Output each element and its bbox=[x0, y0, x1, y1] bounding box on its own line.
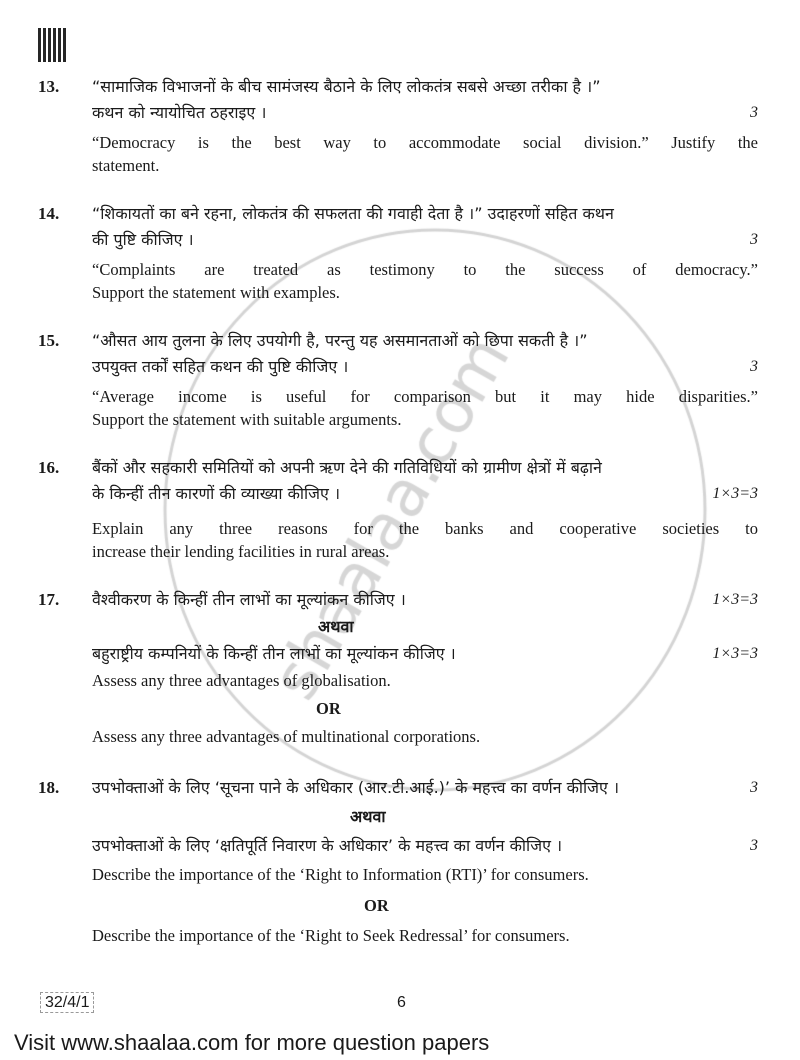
or-hindi: अथवा bbox=[318, 617, 354, 636]
question-english-line: statement. bbox=[92, 156, 160, 175]
question-english-line: Assess any three advantages of globalisation. bbox=[92, 671, 391, 690]
question-number: 15. bbox=[38, 331, 60, 350]
question-hindi-line: बैंकों और सहकारी समितियों को अपनी ऋण देने की गतिविधियों को ग्रामीण क्षेत्रों में बढ़ाने bbox=[92, 458, 602, 477]
marks: 1×3=3 bbox=[712, 485, 758, 502]
paper-code: 32/4/1 bbox=[40, 992, 94, 1013]
question-18 bbox=[0, 775, 800, 951]
question-hindi-line: कथन को न्यायोचित ठहराइए । bbox=[92, 103, 267, 122]
question-hindi-line: के किन्हीं तीन कारणों की व्याख्या कीजिए । bbox=[92, 484, 341, 503]
marks: 1×3=3 bbox=[712, 591, 758, 608]
question-hindi-line: की पुष्टि कीजिए । bbox=[92, 230, 194, 249]
question-14 bbox=[0, 201, 800, 304]
question-english-line: Assess any three advantages of multinational corporations. bbox=[92, 727, 481, 746]
question-number: 13. bbox=[38, 77, 60, 96]
marks: 3 bbox=[750, 231, 758, 248]
question-hindi-line: वैश्वीकरण के किन्हीं तीन लाभों का मूल्यांकन कीजिए । bbox=[92, 590, 406, 609]
question-number: 16. bbox=[38, 458, 60, 477]
question-english-line: Explain any three reasons for the banks and cooperative societies to bbox=[92, 519, 758, 538]
question-english-line: increase their lending facilities in rural areas. bbox=[92, 542, 390, 561]
question-hindi-line: “सामाजिक विभाजनों के बीच सामंजस्य बैठाने के लिए लोकतंत्र सबसे अच्छा तरीका है ।” bbox=[92, 77, 601, 96]
or-hindi: अथवा bbox=[350, 807, 386, 826]
qr-code bbox=[38, 28, 68, 62]
question-hindi-line: बहुराष्ट्रीय कम्पनियों के किन्हीं तीन लाभों का मूल्यांकन कीजिए । bbox=[92, 644, 456, 663]
question-english-line: Describe the importance of the ‘Right to Seek Redressal’ for consumers. bbox=[92, 926, 570, 945]
page-number: 6 bbox=[397, 994, 406, 1011]
or-english: OR bbox=[316, 699, 341, 718]
question-number: 17. bbox=[38, 590, 60, 609]
question-hindi-line: “औसत आय तुलना के लिए उपयोगी है, परन्तु यह असमानताओं को छिपा सकती है ।” bbox=[92, 331, 588, 350]
question-15 bbox=[0, 328, 800, 431]
or-english: OR bbox=[364, 896, 389, 915]
question-hindi-line: उपभोक्ताओं के लिए ‘क्षतिपूर्ति निवारण के अधिकार’ के महत्त्व का वर्णन कीजिए । bbox=[92, 836, 563, 855]
visit-banner: Visit www.shaalaa.com for more question papers bbox=[14, 1030, 490, 1055]
question-english-line: “Complaints are treated as testimony to the success of democracy.” bbox=[92, 260, 758, 279]
marks: 3 bbox=[750, 358, 758, 375]
question-list bbox=[0, 74, 800, 975]
marks: 1×3=3 bbox=[712, 645, 758, 662]
question-hindi-line: उपभोक्ताओं के लिए ‘सूचना पाने के अधिकार (आर.टी.आई.)’ के महत्त्व का वर्णन कीजिए । bbox=[92, 778, 620, 797]
question-english-line: Describe the importance of the ‘Right to Information (RTI)’ for consumers. bbox=[92, 865, 589, 884]
question-16 bbox=[0, 455, 800, 563]
marks: 3 bbox=[750, 779, 758, 796]
question-number: 14. bbox=[38, 204, 60, 223]
marks: 3 bbox=[750, 104, 758, 121]
question-english-line: “Average income is useful for comparison but it may hide disparities.” bbox=[92, 387, 758, 406]
marks: 3 bbox=[750, 837, 758, 854]
question-english-line: Support the statement with suitable arguments. bbox=[92, 410, 402, 429]
question-hindi-line: “शिकायतों का बने रहना, लोकतंत्र की सफलता की गवाही देता है ।” उदाहरणों सहित कथन bbox=[92, 204, 614, 223]
question-number: 18. bbox=[38, 778, 60, 797]
question-english-line: Support the statement with examples. bbox=[92, 283, 340, 302]
question-13 bbox=[0, 74, 800, 177]
question-hindi-line: उपयुक्त तर्कों सहित कथन की पुष्टि कीजिए । bbox=[92, 357, 349, 376]
question-english-line: “Democracy is the best way to accommodate social division.” Justify the bbox=[92, 133, 758, 152]
question-17 bbox=[0, 587, 800, 751]
